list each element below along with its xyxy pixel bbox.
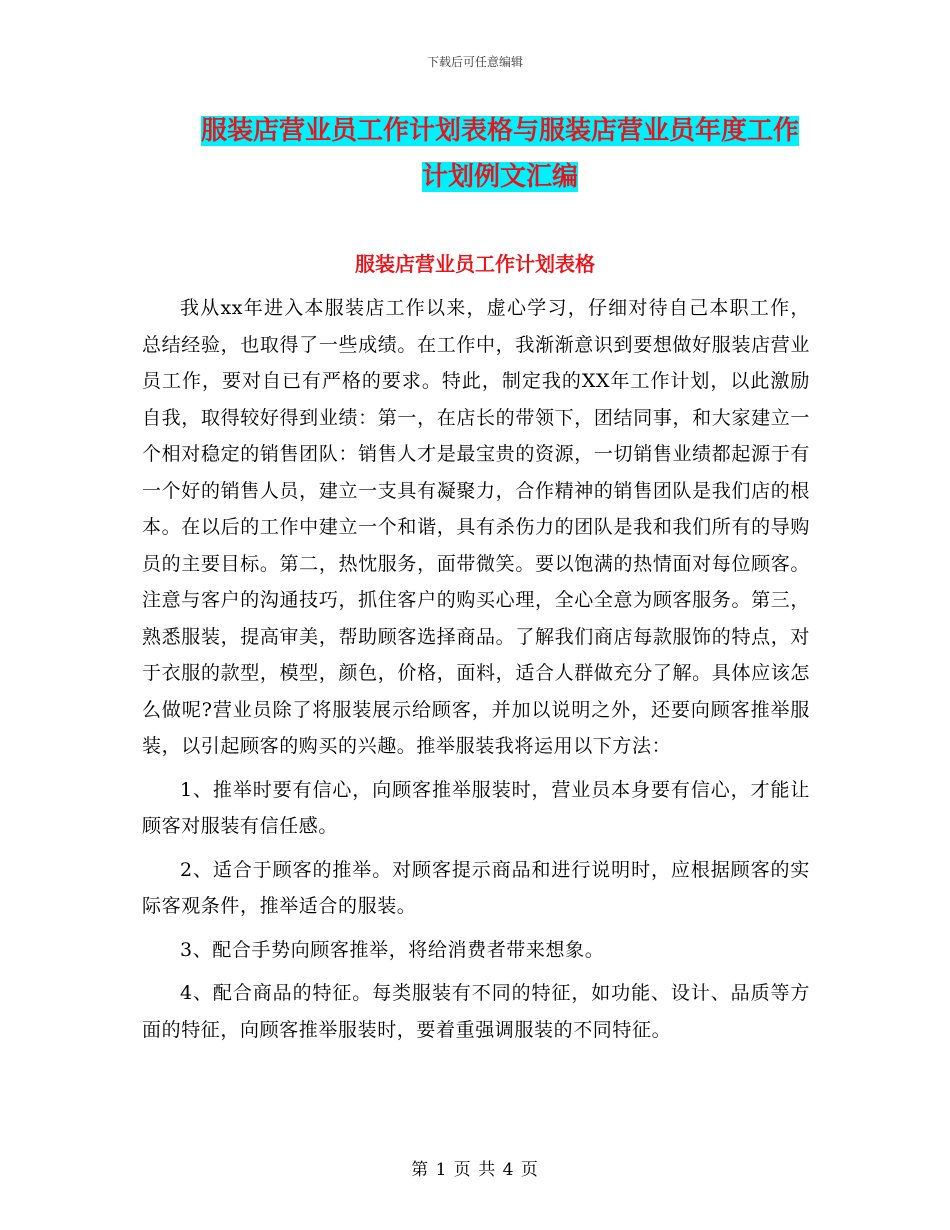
- paragraph: 我从xx年进入本服装店工作以来，虚心学习，仔细对待自己本职工作，总结经验，也取得了一些成绩。在工作中，我渐渐意识到要想做好服装店营业员工作，要对自已有严格的要求。特此，制定我的XX年工作计划，以此激励自我，取得较好得到业绩：第一，在店长的带领下，团结同事，和大家建立一个相对稳定的销售团队：销售人才是最宝贵的资源，一切销售业绩都起源于有一个好的销售人员，建立一支具有凝聚力，合作精神的销售团队是我们店的根本。在以后的工作中建立一个和谐，具有杀伤力的团队是我和我们所有的导购员的主要目标。第二，热忱服务，面带微笑。要以饱满的热情面对每位顾客。注意与客户的沟通技巧，抓住客户的购买心理，全心全意为顾客服务。第三，熟悉服装，提高审美，帮助顾客选择商品。了解我们商店每款服饰的特点，对于衣服的款型，模型，颜色，价格，面料，适合人群做充分了解。具体应该怎么做呢?营业员除了将服装展示给顾客，并加以说明之外，还要向顾客推举服装，以引起顾客的购买的兴趣。推举服装我将运用以下方法：: [142, 297, 810, 757]
- section-title: 服装店营业员工作计划表格: [355, 252, 595, 276]
- paragraph: 4、配合商品的特征。每类服装有不同的特征，如功能、设计、品质等方面的特征，向顾客推举服装时，要着重强调服装的不同特征。: [142, 982, 810, 1041]
- page-footer: 第 1 页 共 4 页: [411, 1160, 539, 1180]
- paragraph: 2、适合于顾客的推举。对顾客提示商品和进行说明时，应根据顾客的实际客观条件，推举适合的服装。: [142, 858, 810, 917]
- body-text: [142, 290, 810, 1055]
- paragraph: 1、推举时要有信心，向顾客推举服装时，营业员本身要有信心，才能让顾客对服装有信任感。: [142, 778, 810, 837]
- document-title: [190, 108, 810, 200]
- paragraph: 3、配合手势向顾客推举，将给消费者带来想象。: [180, 938, 605, 961]
- document-title-text: 服装店营业员工作计划表格与服装店营业员年度工作计划例文汇编: [200, 116, 799, 192]
- header-note: 下载后可任意编辑: [426, 55, 523, 69]
